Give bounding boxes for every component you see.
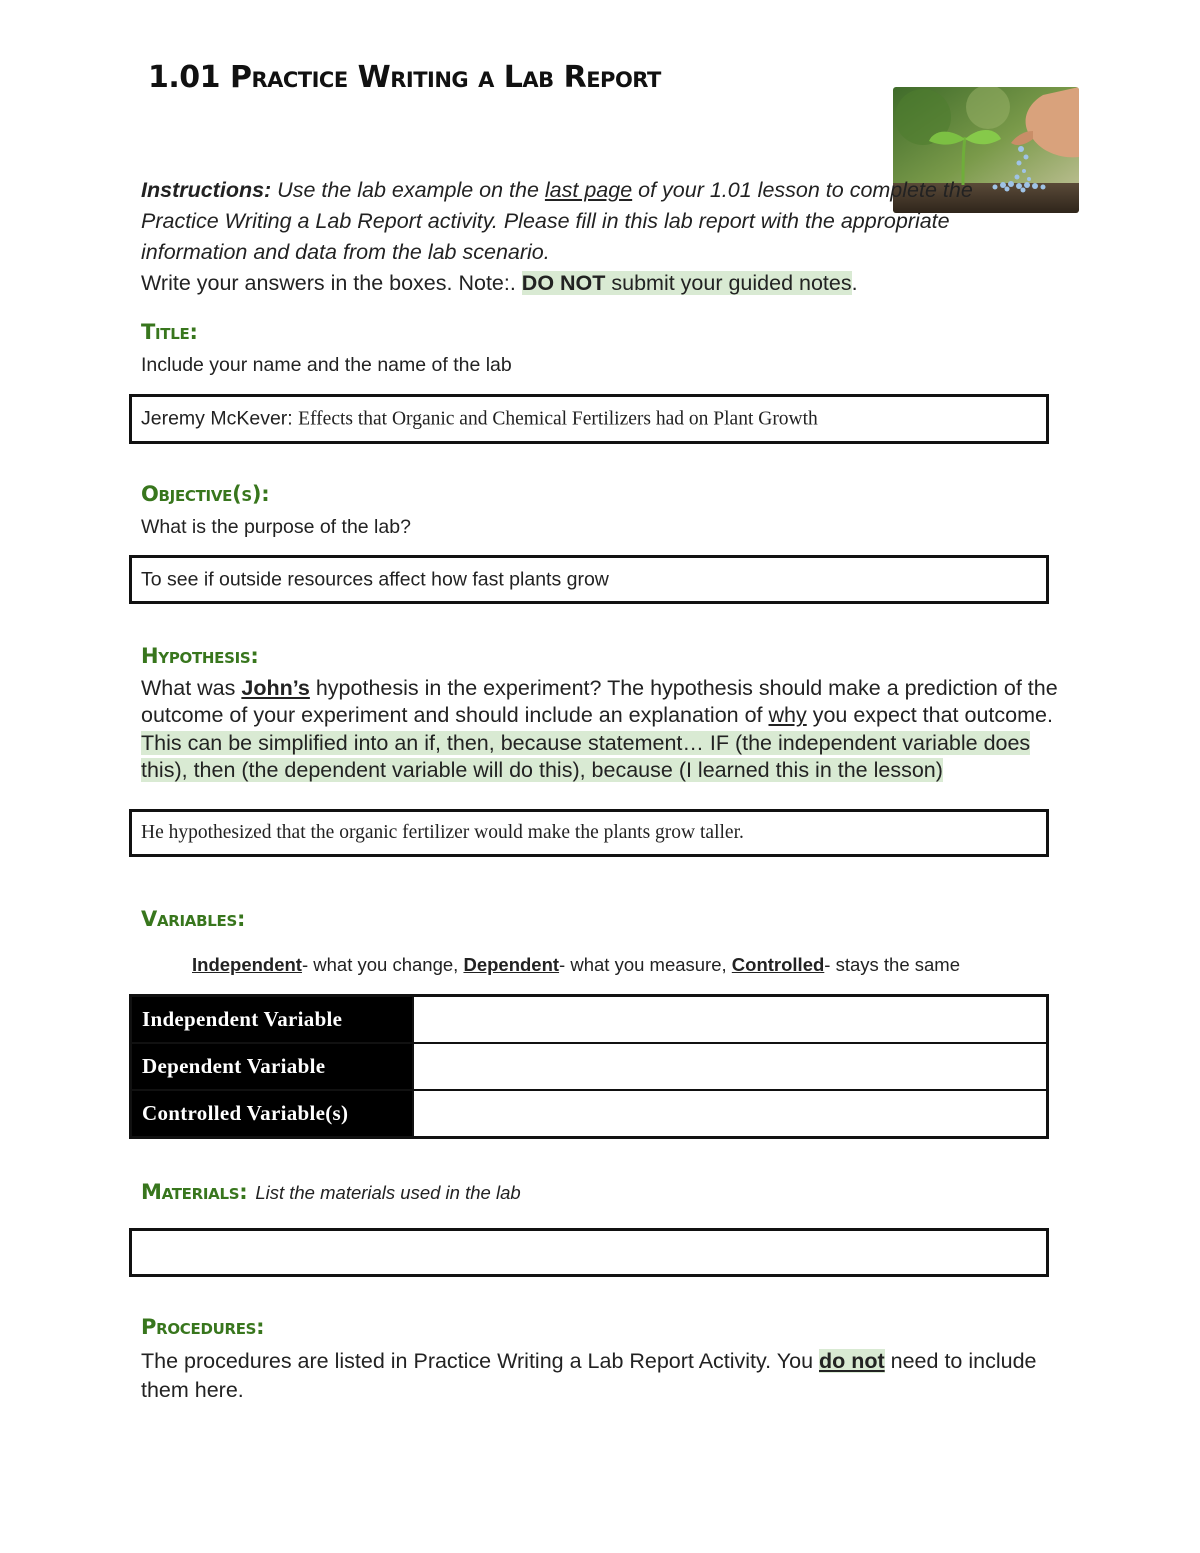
independent-variable-field[interactable] [413, 996, 1048, 1044]
objectives-prompt: What is the purpose of the lab? [141, 516, 411, 538]
hypothesis-text-1: What was [141, 676, 242, 700]
materials-row [141, 1180, 521, 1204]
do-not-procedures: do not [819, 1349, 885, 1373]
procedures-text-2: need to include them here. [141, 1349, 1037, 1402]
controlled-variables-field[interactable] [413, 1090, 1048, 1138]
dependent-variable-label: Dependent Variable [131, 1043, 414, 1090]
instructions-note: Write your answers in the boxes. Note:. [141, 271, 522, 295]
title-prompt: Include your name and the name of the lab [141, 354, 512, 376]
instructions-paragraph [141, 175, 1021, 299]
variables-heading: Variables: [141, 907, 246, 931]
procedures-text [141, 1347, 1061, 1405]
instructions-end: . [851, 271, 858, 295]
controlled-variables-label: Controlled Variable(s) [131, 1090, 414, 1138]
student-name: Jeremy McKever: [141, 407, 299, 430]
instructions-text-2: of your 1.01 lesson to complete the Practice Writing a Lab Report activity. Please fill in this lab report with the appropriate information and data from the lab scenario. [141, 178, 973, 264]
controlled-def: - stays the same [824, 954, 961, 975]
why-emphasis: why [768, 703, 807, 728]
variables-definitions [192, 954, 960, 976]
independent-def: - what you change, [301, 954, 464, 975]
title-heading: Title: [141, 320, 198, 344]
john-emphasis: John’s [241, 676, 310, 700]
hypothesis-heading: Hypothesis: [141, 644, 259, 668]
hypothesis-text-3: you expect that outcome. [806, 703, 1053, 728]
table-row [131, 996, 1048, 1044]
hypothesis-text-2: hypothesis in the experiment? The hypothesis should make a prediction of the outcome of your experiment and should include an explanation of [141, 676, 1058, 728]
instructions-label: Instructions: [141, 178, 272, 202]
lab-name: Effects that Organic and Chemical Fertilizers had on Plant Growth [298, 408, 818, 430]
title-answer [141, 408, 818, 431]
independent-variable-label: Independent Variable [131, 996, 414, 1044]
materials-heading: Materials: [141, 1180, 248, 1204]
independent-term: Independent [192, 954, 302, 975]
hypothesis-answer: He hypothesized that the organic fertilizer would make the plants grow taller. [141, 822, 744, 843]
dependent-def: - what you measure, [559, 954, 732, 975]
controlled-term: Controlled [731, 954, 825, 975]
instructions-text-1: Use the lab example on the [271, 178, 545, 202]
objectives-answer-box[interactable] [129, 555, 1049, 604]
procedures-heading: Procedures: [141, 1315, 265, 1339]
objectives-heading: Objective(s): [141, 482, 270, 506]
materials-prompt: List the materials used in the lab [255, 1182, 521, 1203]
variables-table [129, 994, 1049, 1139]
procedures-text-1: The procedures are listed in Practice Writing a Lab Report Activity. You [141, 1349, 819, 1373]
dependent-variable-field[interactable] [413, 1043, 1048, 1090]
page-title: 1.01 Practice Writing a Lab Report [148, 60, 661, 95]
table-row [131, 1043, 1048, 1090]
title-answer-box[interactable] [129, 394, 1049, 444]
hypothesis-hint: This can be simplified into an if, then, because statement… IF (the independent variable does this), then (the dependent variable will do this), because (I learned this in the lesson) [141, 730, 1031, 782]
table-row [131, 1090, 1048, 1138]
objectives-answer: To see if outside resources affect how fast plants grow [141, 568, 609, 590]
materials-answer-box[interactable] [129, 1228, 1049, 1277]
dependent-term: Dependent [463, 954, 560, 975]
hypothesis-prompt [141, 675, 1061, 784]
hypothesis-answer-box[interactable] [129, 809, 1049, 857]
last-page-link: last page [544, 178, 633, 202]
guided-notes-warning: submit your guided notes [605, 271, 852, 295]
do-not-emphasis: DO NOT [521, 271, 606, 295]
